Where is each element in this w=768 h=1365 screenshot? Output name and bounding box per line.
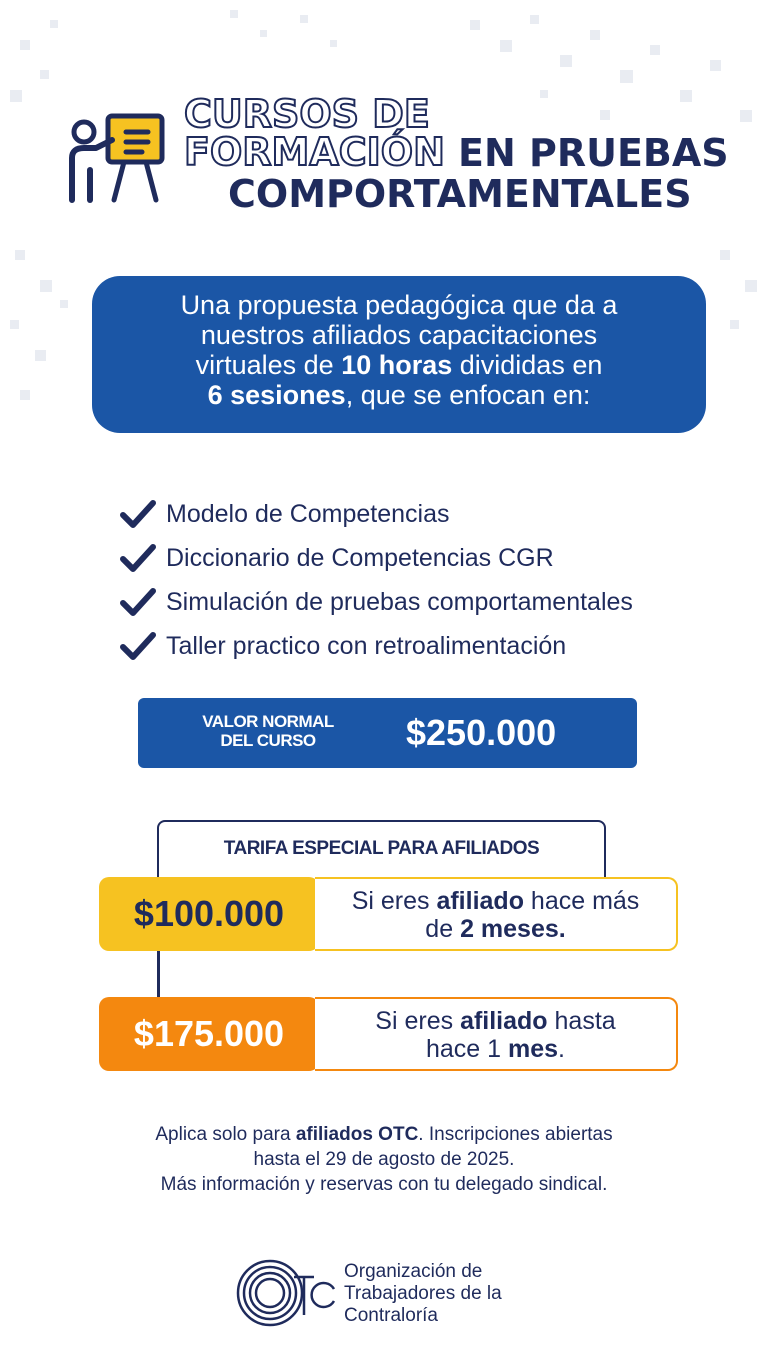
otc-logo	[236, 1255, 536, 1335]
footnote	[84, 1122, 684, 1197]
otc-logo-mark-icon	[236, 1255, 336, 1329]
footnote-line-2: hasta el 29 de agosto de 2025.	[253, 1149, 515, 1170]
normal-price-label-line: DEL CURSO	[220, 731, 316, 750]
footnote-bold: afiliados OTC	[295, 1124, 419, 1145]
intro-box	[92, 276, 706, 433]
normal-price-label	[168, 712, 368, 750]
description-text: hasta	[547, 1007, 616, 1035]
normal-price-banner	[138, 698, 637, 768]
tariff-option-2	[99, 997, 678, 1071]
footnote-text: . Inscripciones abiertas	[418, 1124, 613, 1145]
description-line	[315, 887, 676, 915]
list-item	[120, 492, 720, 536]
intro-line-4	[92, 380, 706, 410]
checkmark-icon	[120, 631, 156, 661]
intro-text: divididas en	[452, 350, 603, 380]
description-line	[315, 1007, 676, 1035]
description-bold: afiliado	[460, 1007, 548, 1035]
list-item	[120, 624, 720, 668]
list-item-label: Taller practico con retroalimentación	[166, 631, 567, 660]
logo-text-line: Organización de	[344, 1261, 483, 1282]
teacher-presentation-icon	[66, 110, 166, 210]
description-bold: 2 meses.	[460, 915, 566, 943]
tariff-option-1	[99, 877, 678, 951]
normal-price-value: $250.000	[406, 712, 557, 753]
header	[66, 92, 746, 226]
connector-line	[157, 945, 160, 1000]
intro-hours: 10 horas	[341, 350, 453, 380]
description-text: .	[558, 1035, 565, 1063]
list-item-label: Modelo de Competencias	[166, 499, 450, 528]
description-line	[315, 915, 676, 943]
title-line-1: CURSOS DE	[184, 92, 430, 136]
description-text: Si eres	[351, 887, 437, 915]
intro-line-2: nuestros afiliados capacitaciones	[200, 320, 598, 350]
footnote-text: Aplica solo para	[155, 1124, 296, 1145]
otc-logo-text	[344, 1261, 502, 1327]
description-bold: mes	[508, 1035, 559, 1063]
tariff-option-1-price: $100.000	[99, 877, 319, 951]
description-text: hace 1	[425, 1035, 508, 1063]
title-line-4: COMPORTAMENTALES	[228, 172, 692, 216]
description-line	[315, 1035, 676, 1063]
footnote-line-3: Más información y reservas con tu delegado sindical.	[160, 1174, 608, 1195]
tariff-option-1-description	[315, 877, 678, 951]
normal-price-label-line: VALOR NORMAL	[202, 712, 334, 731]
list-item-label: Simulación de pruebas comportamentales	[166, 587, 633, 616]
description-text: hace más	[523, 887, 640, 915]
checkmark-icon	[120, 587, 156, 617]
special-tariff-title: TARIFA ESPECIAL PARA AFILIADOS	[223, 838, 540, 859]
tariff-option-2-price: $175.000	[99, 997, 319, 1071]
intro-line-3	[92, 350, 706, 380]
checkmark-icon	[120, 543, 156, 573]
topics-checklist	[120, 492, 720, 668]
intro-line-1: Una propuesta pedagógica que da a	[180, 290, 618, 320]
title-line-3: EN PRUEBAS	[458, 131, 729, 175]
description-bold: afiliado	[436, 887, 524, 915]
intro-sessions: 6 sesiones	[207, 380, 346, 410]
intro-text: virtuales de	[195, 350, 342, 380]
logo-text-line: Trabajadores de la	[344, 1283, 502, 1304]
title-line-2: FORMACIÓN	[184, 130, 445, 174]
intro-text: , que se enfocan en:	[345, 380, 591, 410]
checkmark-icon	[120, 499, 156, 529]
footnote-line-1	[84, 1122, 684, 1147]
logo-text-line: Contraloría	[344, 1305, 438, 1326]
list-item	[120, 580, 720, 624]
list-item-label: Diccionario de Competencias CGR	[166, 543, 554, 572]
tariff-option-2-description	[315, 997, 678, 1071]
list-item	[120, 536, 720, 580]
description-text: de	[425, 915, 461, 943]
description-text: Si eres	[375, 1007, 461, 1035]
